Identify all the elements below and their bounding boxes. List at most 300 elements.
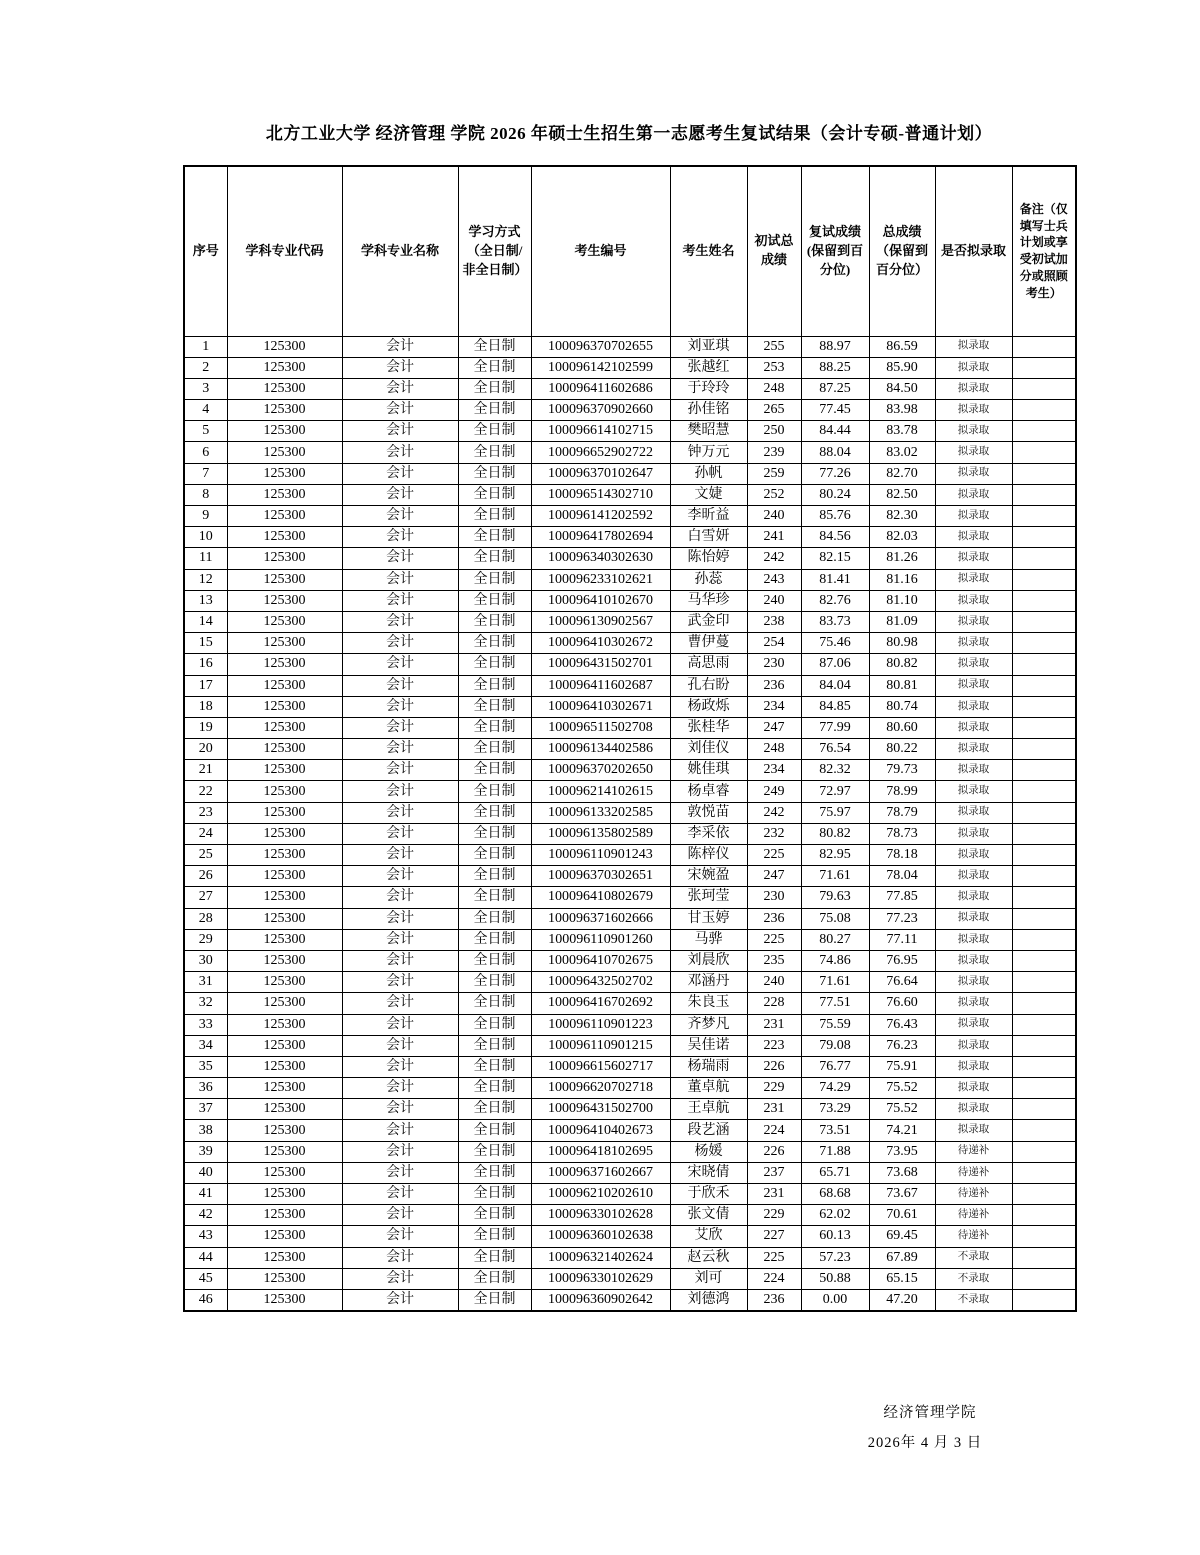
- table-cell: [1012, 633, 1076, 654]
- table-cell: 拟录取: [935, 823, 1012, 844]
- table-cell: 全日制: [458, 1099, 531, 1120]
- table-cell: 75.91: [869, 1056, 935, 1077]
- table-cell: 会计: [342, 569, 458, 590]
- table-cell: 76.95: [869, 950, 935, 971]
- table-cell: 陈怡婷: [670, 548, 747, 569]
- table-cell: 125300: [227, 1035, 342, 1056]
- table-cell: 265: [747, 400, 801, 421]
- table-cell: [1012, 993, 1076, 1014]
- table-cell: 会计: [342, 675, 458, 696]
- table-cell: 247: [747, 717, 801, 738]
- table-cell: 230: [747, 654, 801, 675]
- table-cell: 125300: [227, 1141, 342, 1162]
- table-cell: 225: [747, 1247, 801, 1268]
- table-cell: 陈梓仪: [670, 845, 747, 866]
- table-cell: 王卓航: [670, 1099, 747, 1120]
- table-cell: 刘可: [670, 1268, 747, 1289]
- table-cell: 75.59: [801, 1014, 869, 1035]
- table-cell: 82.32: [801, 760, 869, 781]
- table-cell: 255: [747, 336, 801, 357]
- table-cell: 80.82: [801, 823, 869, 844]
- table-cell: 225: [747, 929, 801, 950]
- table-cell: 待递补: [935, 1184, 1012, 1205]
- table-cell: 100096614102715: [531, 421, 670, 442]
- table-cell: 赵云秋: [670, 1247, 747, 1268]
- table-header-cell: 学习方式（全日制/非全日制）: [458, 166, 531, 336]
- table-cell: [1012, 823, 1076, 844]
- table-cell: 100096370202650: [531, 760, 670, 781]
- table-cell: 45: [184, 1268, 227, 1289]
- table-cell: [1012, 569, 1076, 590]
- table-cell: 248: [747, 739, 801, 760]
- table-cell: 125300: [227, 527, 342, 548]
- table-cell: 会计: [342, 908, 458, 929]
- table-cell: 会计: [342, 1056, 458, 1077]
- table-cell: 62.02: [801, 1205, 869, 1226]
- table-cell: 会计: [342, 1120, 458, 1141]
- table-cell: 224: [747, 1120, 801, 1141]
- table-cell: 拟录取: [935, 484, 1012, 505]
- table-cell: 拟录取: [935, 802, 1012, 823]
- table-cell: 全日制: [458, 950, 531, 971]
- table-row: [184, 569, 1076, 590]
- table-cell: 拟录取: [935, 463, 1012, 484]
- table-cell: 全日制: [458, 675, 531, 696]
- table-cell: 全日制: [458, 1268, 531, 1289]
- table-cell: 100096135802589: [531, 823, 670, 844]
- table-cell: 朱良玉: [670, 993, 747, 1014]
- table-header-row: [184, 166, 1076, 336]
- table-cell: 24: [184, 823, 227, 844]
- table-cell: 237: [747, 1162, 801, 1183]
- table-cell: 全日制: [458, 442, 531, 463]
- table-cell: 82.70: [869, 463, 935, 484]
- table-cell: 会计: [342, 972, 458, 993]
- table-cell: 拟录取: [935, 654, 1012, 675]
- table-cell: 19: [184, 717, 227, 738]
- table-cell: 84.85: [801, 696, 869, 717]
- table-cell: 100096411602686: [531, 378, 670, 399]
- table-cell: 100096110901223: [531, 1014, 670, 1035]
- table-cell: 226: [747, 1141, 801, 1162]
- table-cell: 宋婉盈: [670, 866, 747, 887]
- table-cell: 100096134402586: [531, 739, 670, 760]
- table-row: [184, 1099, 1076, 1120]
- table-cell: 33: [184, 1014, 227, 1035]
- table-head: [184, 166, 1076, 336]
- table-cell: 会计: [342, 1014, 458, 1035]
- table-cell: 宋晓倩: [670, 1162, 747, 1183]
- table-cell: 全日制: [458, 548, 531, 569]
- table-cell: 125300: [227, 972, 342, 993]
- table-cell: 100096432502702: [531, 972, 670, 993]
- table-cell: 拟录取: [935, 887, 1012, 908]
- table-cell: 125300: [227, 1247, 342, 1268]
- table-cell: 82.95: [801, 845, 869, 866]
- table-cell: 100096141202592: [531, 506, 670, 527]
- footer-date: 2026年 4 月 3 日: [867, 1435, 983, 1451]
- table-cell: 100096417802694: [531, 527, 670, 548]
- table-cell: 董卓航: [670, 1078, 747, 1099]
- table-cell: 会计: [342, 1289, 458, 1310]
- table-cell: 87.06: [801, 654, 869, 675]
- table-cell: 全日制: [458, 654, 531, 675]
- table-cell: 会计: [342, 442, 458, 463]
- table-row: [184, 760, 1076, 781]
- table-cell: 会计: [342, 1162, 458, 1183]
- table-cell: 125300: [227, 802, 342, 823]
- table-cell: 242: [747, 802, 801, 823]
- table-cell: 80.81: [869, 675, 935, 696]
- table-cell: 待递补: [935, 1141, 1012, 1162]
- table-cell: 全日制: [458, 866, 531, 887]
- table-cell: 100096370902660: [531, 400, 670, 421]
- table-row: [184, 1247, 1076, 1268]
- table-cell: 会计: [342, 887, 458, 908]
- table-cell: 会计: [342, 1268, 458, 1289]
- table-cell: 全日制: [458, 421, 531, 442]
- table-cell: 100096410102670: [531, 590, 670, 611]
- table-cell: 10: [184, 527, 227, 548]
- table-cell: 80.24: [801, 484, 869, 505]
- table-cell: 241: [747, 527, 801, 548]
- table-cell: 于欣禾: [670, 1184, 747, 1205]
- table-row: [184, 972, 1076, 993]
- table-cell: 全日制: [458, 887, 531, 908]
- table-cell: 会计: [342, 866, 458, 887]
- table-cell: 会计: [342, 1035, 458, 1056]
- table-cell: 34: [184, 1035, 227, 1056]
- table-cell: 拟录取: [935, 378, 1012, 399]
- table-row: [184, 887, 1076, 908]
- table-cell: 全日制: [458, 760, 531, 781]
- table-cell: 100096330102629: [531, 1268, 670, 1289]
- table-cell: 1: [184, 336, 227, 357]
- table-cell: 14: [184, 611, 227, 632]
- table-cell: 17: [184, 675, 227, 696]
- table-cell: 全日制: [458, 1078, 531, 1099]
- table-cell: 吴佳诺: [670, 1035, 747, 1056]
- table-cell: 100096615602717: [531, 1056, 670, 1077]
- table-cell: 125300: [227, 1162, 342, 1183]
- table-cell: 全日制: [458, 717, 531, 738]
- table-cell: 会计: [342, 1184, 458, 1205]
- table-cell: 125300: [227, 1056, 342, 1077]
- table-cell: [1012, 421, 1076, 442]
- table-cell: 125300: [227, 1078, 342, 1099]
- table-cell: 72.97: [801, 781, 869, 802]
- table-cell: 77.51: [801, 993, 869, 1014]
- table-cell: 拟录取: [935, 633, 1012, 654]
- table-cell: 243: [747, 569, 801, 590]
- table-cell: 254: [747, 633, 801, 654]
- table-cell: 会计: [342, 357, 458, 378]
- table-cell: 拟录取: [935, 993, 1012, 1014]
- table-cell: 拟录取: [935, 717, 1012, 738]
- table-cell: 孙蕊: [670, 569, 747, 590]
- table-cell: 76.60: [869, 993, 935, 1014]
- table-cell: 236: [747, 1289, 801, 1310]
- table-row: [184, 802, 1076, 823]
- table-cell: 会计: [342, 823, 458, 844]
- table-cell: 12: [184, 569, 227, 590]
- table-row: [184, 506, 1076, 527]
- table-cell: 拟录取: [935, 336, 1012, 357]
- table-cell: 3: [184, 378, 227, 399]
- table-row: [184, 675, 1076, 696]
- table-cell: 会计: [342, 781, 458, 802]
- table-cell: 125300: [227, 696, 342, 717]
- table-cell: 拟录取: [935, 506, 1012, 527]
- table-cell: 李采依: [670, 823, 747, 844]
- table-cell: 227: [747, 1226, 801, 1247]
- table-cell: 81.26: [869, 548, 935, 569]
- table-cell: 艾欣: [670, 1226, 747, 1247]
- table-cell: 100096411602687: [531, 675, 670, 696]
- table-cell: 248: [747, 378, 801, 399]
- table-cell: 249: [747, 781, 801, 802]
- table-cell: 全日制: [458, 1141, 531, 1162]
- table-cell: 100096133202585: [531, 802, 670, 823]
- table-cell: [1012, 1056, 1076, 1077]
- table-cell: [1012, 1078, 1076, 1099]
- table-cell: 125300: [227, 400, 342, 421]
- table-cell: 50.88: [801, 1268, 869, 1289]
- table-cell: 拟录取: [935, 845, 1012, 866]
- table-cell: 会计: [342, 590, 458, 611]
- table-cell: 全日制: [458, 781, 531, 802]
- table-cell: 全日制: [458, 1205, 531, 1226]
- table-cell: 全日制: [458, 527, 531, 548]
- table-cell: [1012, 378, 1076, 399]
- table-cell: 80.27: [801, 929, 869, 950]
- table-cell: 27: [184, 887, 227, 908]
- table-cell: 88.25: [801, 357, 869, 378]
- table-cell: [1012, 1162, 1076, 1183]
- table-cell: [1012, 781, 1076, 802]
- table-cell: 125300: [227, 675, 342, 696]
- table-cell: 会计: [342, 548, 458, 569]
- table-cell: 拟录取: [935, 781, 1012, 802]
- table-cell: 拟录取: [935, 527, 1012, 548]
- table-cell: 229: [747, 1078, 801, 1099]
- table-cell: 232: [747, 823, 801, 844]
- table-cell: 42: [184, 1205, 227, 1226]
- results-table: [183, 165, 1077, 1312]
- table-cell: 16: [184, 654, 227, 675]
- table-cell: 全日制: [458, 357, 531, 378]
- table-cell: 会计: [342, 421, 458, 442]
- table-cell: 86.59: [869, 336, 935, 357]
- table-header-cell: 学科专业代码: [227, 166, 342, 336]
- table-cell: 全日制: [458, 484, 531, 505]
- table-cell: 100096371602667: [531, 1162, 670, 1183]
- table-cell: 全日制: [458, 1120, 531, 1141]
- table-cell: 0.00: [801, 1289, 869, 1310]
- table-cell: 75.46: [801, 633, 869, 654]
- table-cell: 全日制: [458, 1184, 531, 1205]
- table-cell: 钟万元: [670, 442, 747, 463]
- table-cell: [1012, 1226, 1076, 1247]
- table-cell: [1012, 506, 1076, 527]
- table-cell: 225: [747, 845, 801, 866]
- table-cell: 242: [747, 548, 801, 569]
- table-cell: 231: [747, 1099, 801, 1120]
- table-cell: 125300: [227, 463, 342, 484]
- table-row: [184, 1056, 1076, 1077]
- table-cell: 239: [747, 442, 801, 463]
- table-cell: 会计: [342, 1078, 458, 1099]
- table-cell: 65.71: [801, 1162, 869, 1183]
- table-row: [184, 378, 1076, 399]
- table-cell: 100096620702718: [531, 1078, 670, 1099]
- table-cell: [1012, 845, 1076, 866]
- table-cell: 125300: [227, 1014, 342, 1035]
- table-cell: 张桂华: [670, 717, 747, 738]
- table-cell: 46: [184, 1289, 227, 1310]
- table-cell: 会计: [342, 845, 458, 866]
- table-cell: 231: [747, 1014, 801, 1035]
- table-cell: 76.77: [801, 1056, 869, 1077]
- table-cell: [1012, 929, 1076, 950]
- table-cell: 100096652902722: [531, 442, 670, 463]
- table-row: [184, 633, 1076, 654]
- table-cell: 26: [184, 866, 227, 887]
- table-cell: 拟录取: [935, 1099, 1012, 1120]
- page-title: 北方工业大学 经济管理 学院 2026 年硕士生招生第一志愿考生复试结果（会计专硕-普通计划）: [265, 124, 993, 143]
- table-cell: 83.02: [869, 442, 935, 463]
- table-cell: 拟录取: [935, 972, 1012, 993]
- table-row: [184, 611, 1076, 632]
- table-cell: 81.10: [869, 590, 935, 611]
- table-cell: 待递补: [935, 1226, 1012, 1247]
- table-cell: 全日制: [458, 1247, 531, 1268]
- table-cell: 236: [747, 675, 801, 696]
- table-cell: [1012, 802, 1076, 823]
- table-cell: 40: [184, 1162, 227, 1183]
- table-cell: 张越红: [670, 357, 747, 378]
- table-cell: 84.50: [869, 378, 935, 399]
- table-cell: 77.99: [801, 717, 869, 738]
- table-cell: 73.67: [869, 1184, 935, 1205]
- table-cell: 刘佳仪: [670, 739, 747, 760]
- table-cell: 77.45: [801, 400, 869, 421]
- table-cell: 31: [184, 972, 227, 993]
- table-cell: 刘德鸿: [670, 1289, 747, 1310]
- table-cell: 39: [184, 1141, 227, 1162]
- table-cell: 125300: [227, 548, 342, 569]
- table-cell: 125300: [227, 633, 342, 654]
- table-cell: 拟录取: [935, 866, 1012, 887]
- table-cell: 82.30: [869, 506, 935, 527]
- table-cell: 100096410302671: [531, 696, 670, 717]
- table-cell: 会计: [342, 400, 458, 421]
- table-row: [184, 336, 1076, 357]
- table-cell: 236: [747, 908, 801, 929]
- table-cell: 73.95: [869, 1141, 935, 1162]
- table-cell: [1012, 1014, 1076, 1035]
- table-cell: 83.73: [801, 611, 869, 632]
- table-cell: 28: [184, 908, 227, 929]
- table-cell: 全日制: [458, 1014, 531, 1035]
- table-cell: [1012, 484, 1076, 505]
- table-cell: 125300: [227, 950, 342, 971]
- table-cell: 76.54: [801, 739, 869, 760]
- table-cell: 张珂莹: [670, 887, 747, 908]
- table-cell: 77.85: [869, 887, 935, 908]
- table-cell: 马骅: [670, 929, 747, 950]
- table-cell: 全日制: [458, 611, 531, 632]
- table-cell: 100096321402624: [531, 1247, 670, 1268]
- table-cell: 拟录取: [935, 548, 1012, 569]
- table-row: [184, 993, 1076, 1014]
- table-cell: 36: [184, 1078, 227, 1099]
- table-cell: [1012, 1099, 1076, 1120]
- table-cell: 张文倩: [670, 1205, 747, 1226]
- table-cell: [1012, 1268, 1076, 1289]
- table-cell: 会计: [342, 1205, 458, 1226]
- table-cell: 22: [184, 781, 227, 802]
- table-cell: [1012, 611, 1076, 632]
- table-cell: 85.90: [869, 357, 935, 378]
- table-row: [184, 527, 1076, 548]
- table-row: [184, 929, 1076, 950]
- table-cell: 拟录取: [935, 590, 1012, 611]
- table-cell: 74.21: [869, 1120, 935, 1141]
- table-cell: 全日制: [458, 569, 531, 590]
- table-cell: 会计: [342, 378, 458, 399]
- table-cell: [1012, 1205, 1076, 1226]
- table-cell: 125300: [227, 590, 342, 611]
- table-cell: 杨瑞雨: [670, 1056, 747, 1077]
- table-cell: 71.61: [801, 866, 869, 887]
- table-row: [184, 908, 1076, 929]
- table-cell: 71.88: [801, 1141, 869, 1162]
- table-row: [184, 1226, 1076, 1247]
- table-cell: 全日制: [458, 378, 531, 399]
- table-cell: 会计: [342, 1141, 458, 1162]
- table-cell: 会计: [342, 929, 458, 950]
- table-cell: 拟录取: [935, 1078, 1012, 1099]
- table-cell: 224: [747, 1268, 801, 1289]
- table-cell: 段艺涵: [670, 1120, 747, 1141]
- table-cell: 高思雨: [670, 654, 747, 675]
- table-cell: 拟录取: [935, 696, 1012, 717]
- table-row: [184, 1014, 1076, 1035]
- table-cell: 30: [184, 950, 227, 971]
- table-cell: 125300: [227, 1184, 342, 1205]
- table-cell: 80.98: [869, 633, 935, 654]
- table-row: [184, 1268, 1076, 1289]
- table-header-cell: 考生姓名: [670, 166, 747, 336]
- table-cell: 全日制: [458, 1289, 531, 1310]
- table-cell: 125300: [227, 421, 342, 442]
- table-cell: [1012, 548, 1076, 569]
- table-cell: 100096416702692: [531, 993, 670, 1014]
- table-cell: 125300: [227, 1226, 342, 1247]
- table-row: [184, 548, 1076, 569]
- table-cell: 100096410302672: [531, 633, 670, 654]
- table-cell: 37: [184, 1099, 227, 1120]
- table-row: [184, 1184, 1076, 1205]
- table-cell: 78.04: [869, 866, 935, 887]
- table-cell: 刘亚琪: [670, 336, 747, 357]
- table-cell: 88.97: [801, 336, 869, 357]
- table-cell: 拟录取: [935, 357, 1012, 378]
- table-cell: 125300: [227, 993, 342, 1014]
- table-cell: 孙佳铭: [670, 400, 747, 421]
- table-cell: 80.60: [869, 717, 935, 738]
